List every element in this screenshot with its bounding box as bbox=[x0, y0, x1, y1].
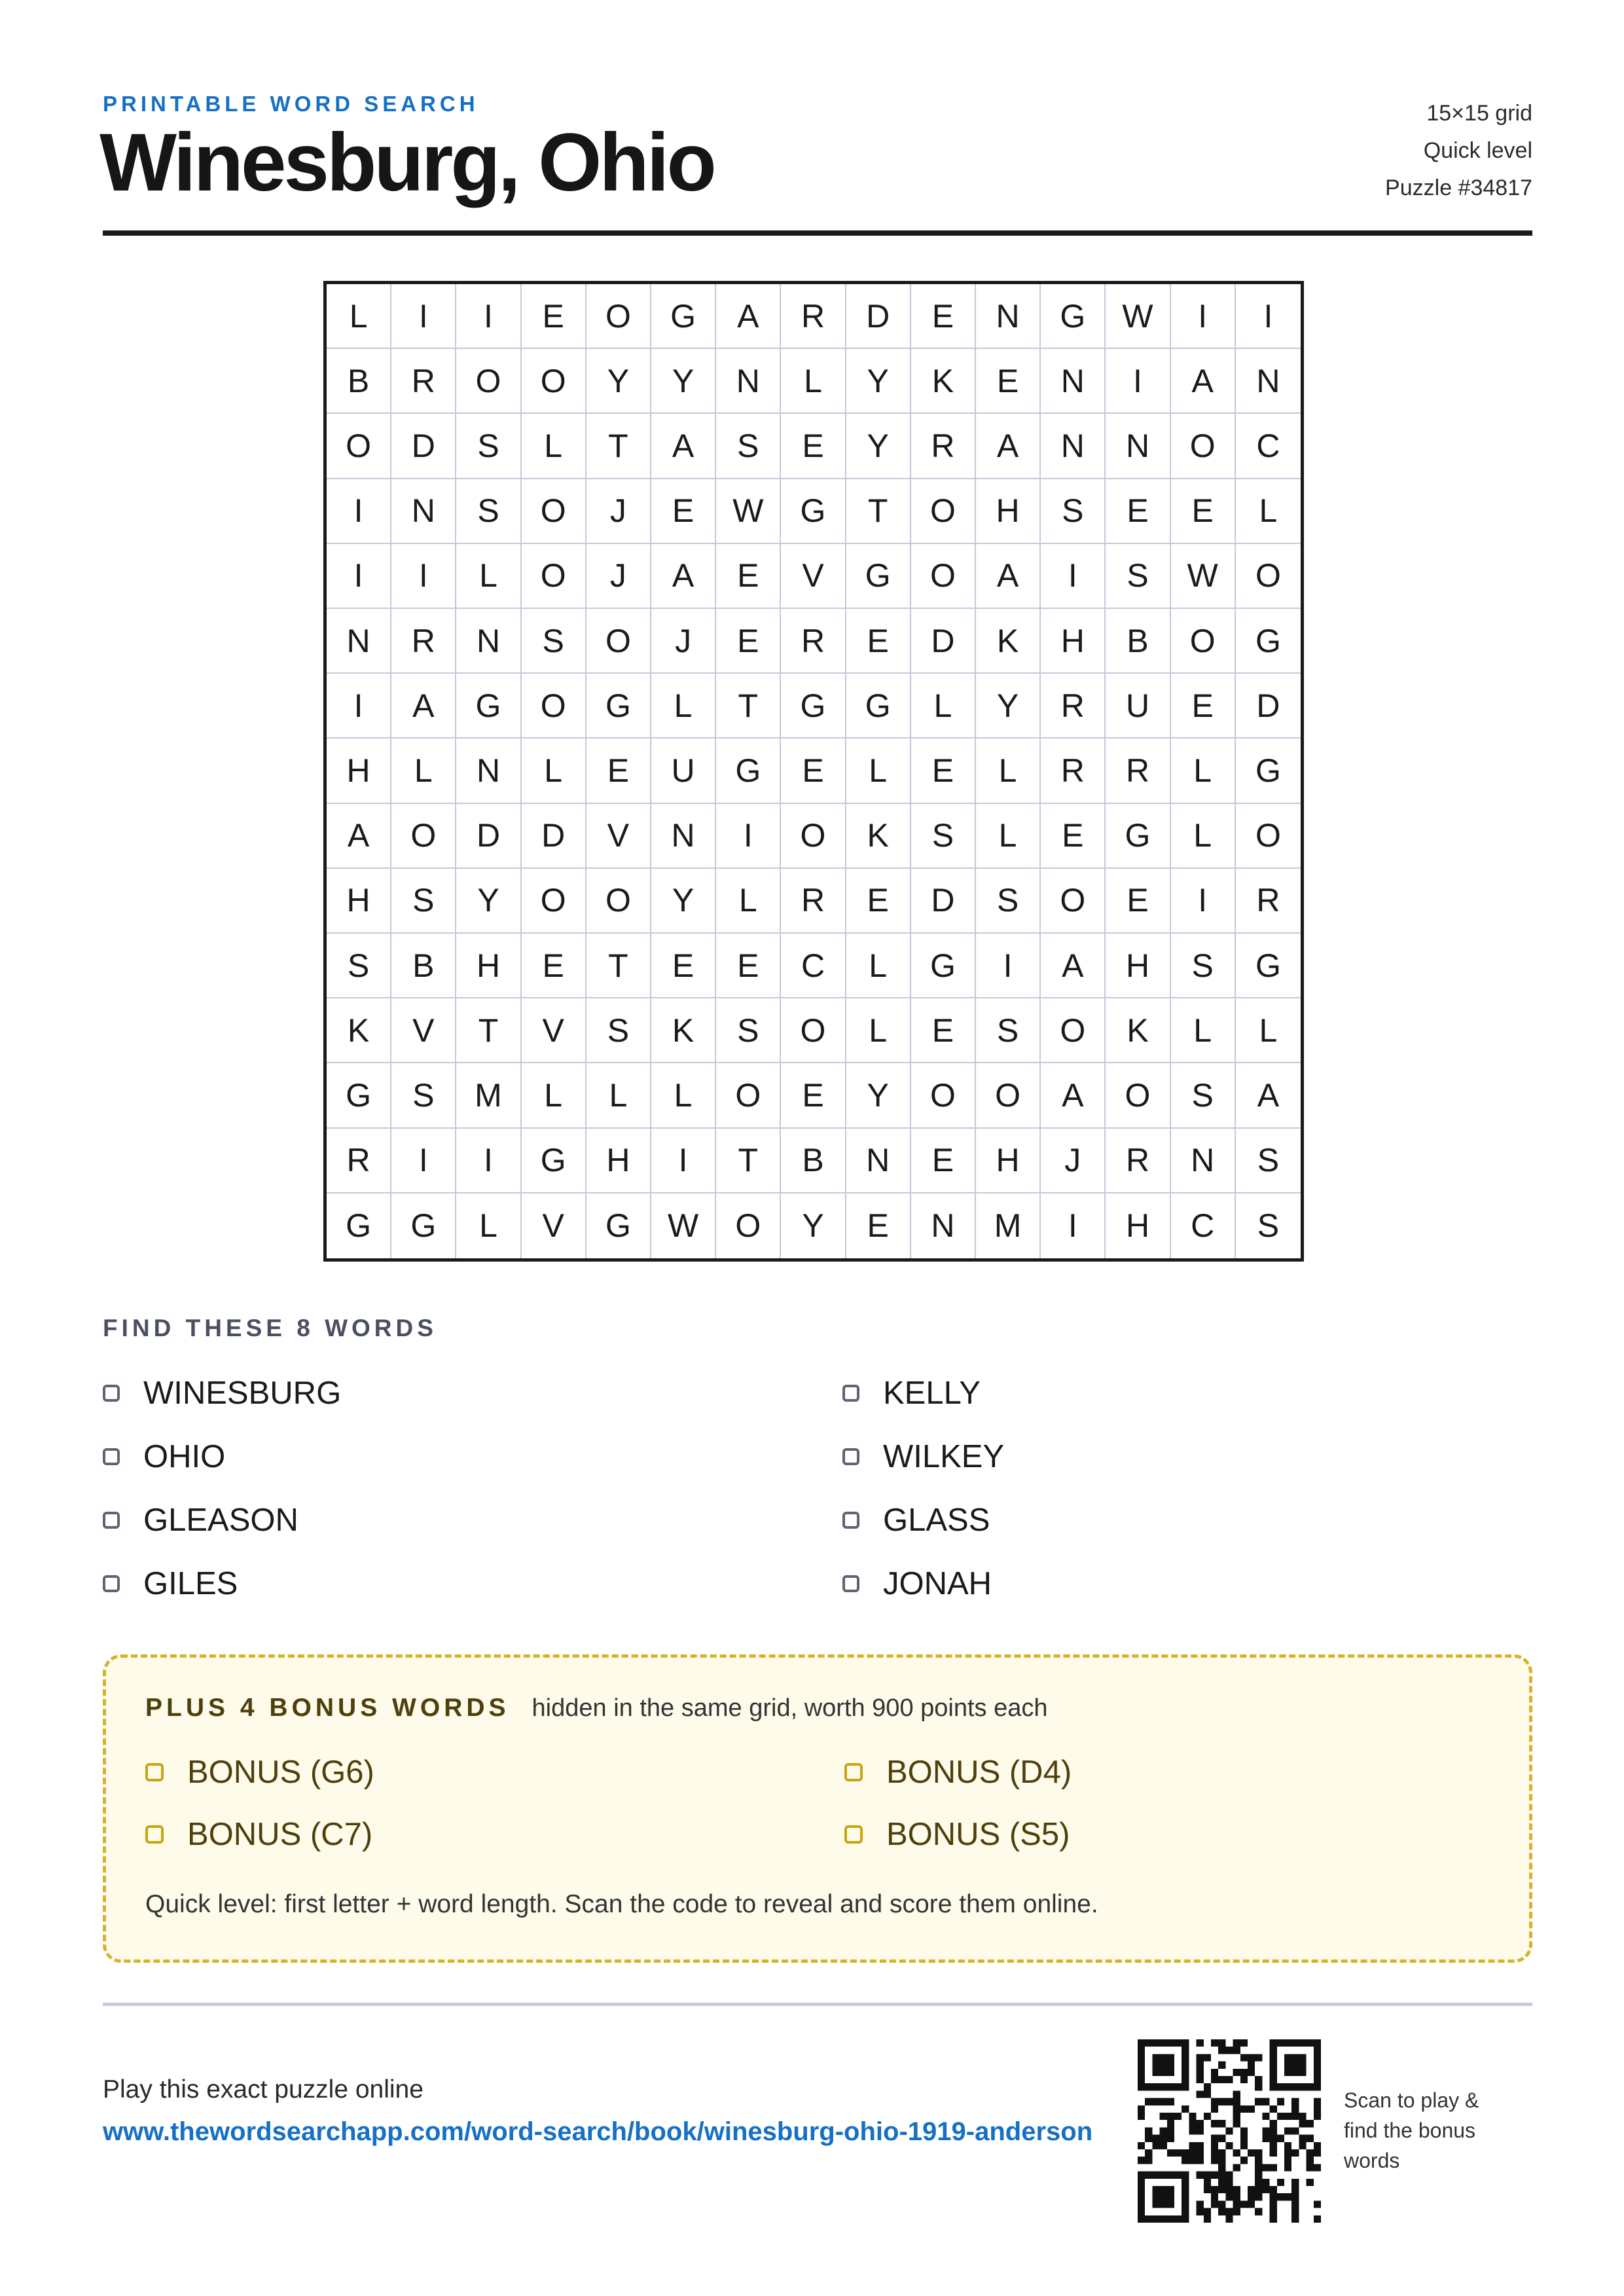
grid-cell[interactable]: G bbox=[1041, 284, 1106, 349]
qr-code[interactable] bbox=[1138, 2039, 1321, 2223]
grid-cell[interactable]: J bbox=[586, 479, 651, 544]
grid-cell[interactable]: S bbox=[391, 1063, 456, 1128]
grid-cell[interactable]: V bbox=[522, 998, 586, 1063]
grid-cell[interactable]: I bbox=[391, 544, 456, 609]
grid-cell[interactable]: I bbox=[391, 1129, 456, 1194]
grid-cell[interactable]: B bbox=[781, 1129, 846, 1194]
grid-cell[interactable]: H bbox=[456, 934, 521, 998]
grid-cell[interactable]: G bbox=[846, 544, 911, 609]
grid-cell[interactable]: G bbox=[456, 674, 521, 738]
play-online-label: Play this exact puzzle online bbox=[103, 2075, 424, 2104]
grid-cell[interactable]: N bbox=[1171, 1129, 1236, 1194]
grid-cell[interactable]: I bbox=[327, 674, 391, 738]
grid-cell[interactable]: W bbox=[651, 1194, 716, 1258]
grid-cell[interactable]: L bbox=[846, 998, 911, 1063]
grid-cell[interactable]: S bbox=[391, 869, 456, 934]
grid-cell[interactable]: M bbox=[976, 1194, 1041, 1258]
grid-cell[interactable]: E bbox=[651, 479, 716, 544]
word-label: GLASS bbox=[883, 1503, 990, 1538]
grid-cell[interactable]: I bbox=[1106, 349, 1170, 414]
puzzle-title: Winesburg, Ohio bbox=[99, 117, 714, 208]
grid-cell[interactable]: E bbox=[651, 934, 716, 998]
grid-cell[interactable]: G bbox=[1236, 609, 1301, 674]
grid-cell[interactable]: N bbox=[911, 1194, 976, 1258]
grid-cell[interactable]: G bbox=[586, 1194, 651, 1258]
grid-cell[interactable]: M bbox=[456, 1063, 521, 1128]
grid-cell[interactable]: L bbox=[976, 738, 1041, 803]
grid-cell[interactable]: V bbox=[391, 998, 456, 1063]
grid-cell[interactable]: I bbox=[1041, 1194, 1106, 1258]
grid-cell[interactable]: K bbox=[1106, 998, 1170, 1063]
grid-cell[interactable]: E bbox=[846, 869, 911, 934]
bonus-label: BONUS (S5) bbox=[886, 1817, 1070, 1852]
grid-cell[interactable]: I bbox=[456, 284, 521, 349]
grid-cell[interactable]: V bbox=[522, 1194, 586, 1258]
grid-cell[interactable]: O bbox=[781, 998, 846, 1063]
bonus-header bbox=[145, 1694, 1048, 1722]
grid-cell[interactable]: W bbox=[1106, 284, 1170, 349]
grid-cell[interactable]: G bbox=[651, 284, 716, 349]
grid-cell[interactable]: A bbox=[651, 414, 716, 479]
grid-cell[interactable]: D bbox=[846, 284, 911, 349]
grid-cell[interactable]: G bbox=[846, 674, 911, 738]
grid-cell[interactable]: R bbox=[781, 869, 846, 934]
grid-cell[interactable]: S bbox=[1236, 1129, 1301, 1194]
grid-cell[interactable]: T bbox=[716, 674, 781, 738]
grid-cell[interactable]: D bbox=[391, 414, 456, 479]
grid-cell[interactable]: D bbox=[911, 869, 976, 934]
bonus-subtitle: hidden in the same grid, worth 900 points each bbox=[532, 1694, 1048, 1722]
grid-cell[interactable]: R bbox=[1106, 738, 1170, 803]
grid-cell[interactable]: L bbox=[327, 284, 391, 349]
grid-cell[interactable]: E bbox=[911, 284, 976, 349]
grid-cell[interactable]: S bbox=[1257, 1207, 1280, 1245]
grid-cell[interactable]: G bbox=[327, 1063, 391, 1128]
grid-cell[interactable]: T bbox=[586, 934, 651, 998]
grid-cell[interactable]: G bbox=[1236, 934, 1301, 998]
grid-cell[interactable]: E bbox=[716, 609, 781, 674]
word-item[interactable] bbox=[842, 1437, 1004, 1476]
grid-cell[interactable]: N bbox=[327, 609, 391, 674]
grid-cell[interactable]: L bbox=[522, 1063, 586, 1128]
grid-cell[interactable]: O bbox=[781, 804, 846, 869]
grid-cell[interactable]: S bbox=[976, 869, 1041, 934]
word-item[interactable] bbox=[842, 1374, 981, 1413]
grid-cell[interactable]: J bbox=[651, 609, 716, 674]
grid-cell[interactable]: I bbox=[1171, 869, 1236, 934]
grid-cell[interactable]: O bbox=[522, 869, 586, 934]
grid-cell[interactable]: A bbox=[327, 804, 391, 869]
grid-cell[interactable]: R bbox=[391, 609, 456, 674]
grid-cell[interactable]: D bbox=[911, 609, 976, 674]
grid-cell[interactable]: T bbox=[716, 1129, 781, 1194]
grid-cell[interactable]: L bbox=[911, 674, 976, 738]
grid-cell[interactable]: A bbox=[1236, 1063, 1301, 1128]
word-label: GLEASON bbox=[143, 1503, 298, 1538]
word-item[interactable] bbox=[103, 1501, 298, 1540]
grid-cell[interactable]: A bbox=[716, 284, 781, 349]
grid-cell[interactable]: Y bbox=[651, 869, 716, 934]
bonus-panel bbox=[103, 1654, 1532, 1963]
grid-cell[interactable]: N bbox=[1236, 349, 1301, 414]
grid-cell[interactable]: N bbox=[976, 284, 1041, 349]
grid-cell[interactable]: K bbox=[911, 349, 976, 414]
grid-cell[interactable]: Y bbox=[846, 349, 911, 414]
grid-cell[interactable]: L bbox=[522, 414, 586, 479]
puzzle-number: Puzzle #34817 bbox=[1385, 175, 1532, 200]
grid-cell[interactable]: S bbox=[456, 479, 521, 544]
grid-cell[interactable]: H bbox=[976, 1129, 1041, 1194]
word-checkbox[interactable] bbox=[103, 1385, 120, 1402]
bonus-checkbox[interactable] bbox=[844, 1825, 863, 1844]
grid-cell[interactable]: H bbox=[1106, 934, 1170, 998]
grid-cell[interactable]: R bbox=[1041, 738, 1106, 803]
grid-cell[interactable]: H bbox=[976, 479, 1041, 544]
grid-cell[interactable]: A bbox=[391, 674, 456, 738]
grid-cell[interactable]: K bbox=[327, 998, 391, 1063]
bonus-checkbox[interactable] bbox=[145, 1763, 164, 1781]
word-label: WILKEY bbox=[883, 1439, 1005, 1474]
grid-cell[interactable]: I bbox=[651, 1129, 716, 1194]
grid-cell[interactable]: D bbox=[1236, 674, 1301, 738]
grid-cell[interactable]: I bbox=[456, 1129, 521, 1194]
grid-cell[interactable]: N bbox=[1041, 414, 1106, 479]
grid-cell[interactable]: E bbox=[522, 284, 586, 349]
word-checkbox[interactable] bbox=[842, 1448, 859, 1465]
grid-cell[interactable]: O bbox=[327, 414, 391, 479]
grid-cell[interactable]: G bbox=[781, 674, 846, 738]
word-item[interactable] bbox=[842, 1501, 990, 1540]
word-checkbox[interactable] bbox=[103, 1512, 120, 1529]
header-divider bbox=[103, 230, 1532, 236]
grid-cell[interactable]: E bbox=[586, 738, 651, 803]
grid-cell[interactable]: G bbox=[1106, 804, 1170, 869]
word-list-title: FIND THESE 8 WORDS bbox=[103, 1315, 437, 1341]
grid-cell[interactable]: O bbox=[1171, 609, 1236, 674]
grid-cell[interactable]: L bbox=[1171, 738, 1236, 803]
word-label: OHIO bbox=[143, 1439, 226, 1474]
grid-cell[interactable]: L bbox=[846, 738, 911, 803]
grid-cell[interactable]: O bbox=[911, 544, 976, 609]
grid-cell[interactable]: S bbox=[1106, 544, 1170, 609]
letter-grid[interactable] bbox=[323, 281, 1304, 1262]
grid-cell[interactable]: Y bbox=[456, 869, 521, 934]
grid-cell[interactable]: E bbox=[846, 1194, 911, 1258]
grid-cell[interactable]: W bbox=[716, 479, 781, 544]
grid-cell[interactable]: R bbox=[327, 1129, 391, 1194]
grid-cell[interactable]: U bbox=[1106, 674, 1170, 738]
grid-cell[interactable]: C bbox=[1171, 1194, 1236, 1258]
grid-cell[interactable]: Y bbox=[976, 674, 1041, 738]
grid-cell[interactable]: R bbox=[781, 284, 846, 349]
grid-cell[interactable]: E bbox=[911, 1129, 976, 1194]
grid-cell[interactable]: O bbox=[586, 284, 651, 349]
grid-cell[interactable]: E bbox=[716, 544, 781, 609]
grid-cell[interactable]: I bbox=[716, 804, 781, 869]
grid-cell[interactable]: O bbox=[522, 349, 586, 414]
grid-cell[interactable]: G bbox=[911, 934, 976, 998]
word-checkbox[interactable] bbox=[842, 1575, 859, 1592]
grid-cell[interactable]: A bbox=[651, 544, 716, 609]
grid-cell[interactable]: O bbox=[456, 349, 521, 414]
grid-cell[interactable]: L bbox=[651, 1063, 716, 1128]
grid-cell[interactable]: E bbox=[716, 934, 781, 998]
word-item[interactable] bbox=[842, 1564, 992, 1603]
grid-cell[interactable]: A bbox=[976, 414, 1041, 479]
grid-cell[interactable]: G bbox=[327, 1194, 391, 1258]
bonus-item[interactable] bbox=[145, 1815, 372, 1854]
grid-cell[interactable]: N bbox=[846, 1129, 911, 1194]
word-label: GILES bbox=[143, 1566, 238, 1601]
grid-cell[interactable]: E bbox=[911, 738, 976, 803]
grid-cell[interactable]: K bbox=[846, 804, 911, 869]
grid-cell[interactable]: E bbox=[781, 414, 846, 479]
grid-cell[interactable]: I bbox=[1171, 284, 1236, 349]
grid-cell[interactable]: N bbox=[1041, 349, 1106, 414]
puzzle-link[interactable]: www.thewordsearchapp.com/word-search/book/winesburg-ohio-1919-anderson bbox=[103, 2117, 1093, 2146]
grid-cell[interactable]: S bbox=[327, 934, 391, 998]
word-checkbox[interactable] bbox=[842, 1385, 859, 1402]
grid-cell[interactable]: H bbox=[327, 869, 391, 934]
grid-cell[interactable]: O bbox=[522, 544, 586, 609]
grid-cell[interactable]: E bbox=[781, 738, 846, 803]
grid-cell[interactable]: S bbox=[1171, 1063, 1236, 1128]
word-item[interactable] bbox=[103, 1437, 225, 1476]
grid-cell[interactable]: L bbox=[781, 349, 846, 414]
grid-cell[interactable]: O bbox=[716, 1194, 781, 1258]
grid-cell[interactable]: S bbox=[586, 998, 651, 1063]
grid-cell[interactable]: V bbox=[586, 804, 651, 869]
grid-cell[interactable]: H bbox=[1106, 1194, 1170, 1258]
grid-cell[interactable]: I bbox=[1236, 284, 1301, 349]
grid-cell[interactable]: Y bbox=[781, 1194, 846, 1258]
grid-cell[interactable]: S bbox=[911, 804, 976, 869]
grid-cell[interactable]: E bbox=[781, 1063, 846, 1128]
grid-cell[interactable]: O bbox=[1041, 998, 1106, 1063]
grid-cell[interactable]: O bbox=[522, 674, 586, 738]
grid-cell[interactable]: L bbox=[1171, 998, 1236, 1063]
grid-cell[interactable]: E bbox=[911, 998, 976, 1063]
grid-cell[interactable]: A bbox=[1171, 349, 1236, 414]
grid-cell[interactable]: B bbox=[391, 934, 456, 998]
grid-cell[interactable]: O bbox=[522, 479, 586, 544]
grid-cell[interactable]: T bbox=[456, 998, 521, 1063]
bonus-label: BONUS (C7) bbox=[187, 1817, 373, 1852]
grid-cell[interactable]: O bbox=[976, 1063, 1041, 1128]
bonus-note: Quick level: first letter + word length. Scan the code to reveal and score them online. bbox=[145, 1890, 1098, 1918]
grid-cell[interactable]: E bbox=[1171, 479, 1236, 544]
grid-cell[interactable]: R bbox=[1041, 674, 1106, 738]
grid-cell[interactable]: O bbox=[1041, 869, 1106, 934]
grid-cell[interactable]: I bbox=[327, 479, 391, 544]
difficulty-level: Quick level bbox=[1423, 138, 1532, 163]
word-list bbox=[0, 1374, 1624, 1635]
word-label: KELLY bbox=[883, 1376, 981, 1411]
grid-cell[interactable]: R bbox=[1106, 1129, 1170, 1194]
grid-cell[interactable]: Y bbox=[651, 349, 716, 414]
grid-cell[interactable]: A bbox=[976, 544, 1041, 609]
grid-cell[interactable]: N bbox=[716, 349, 781, 414]
grid-cell[interactable]: K bbox=[976, 609, 1041, 674]
bonus-label: BONUS (G6) bbox=[187, 1755, 374, 1790]
grid-cell[interactable]: D bbox=[522, 804, 586, 869]
grid-cell[interactable]: L bbox=[976, 804, 1041, 869]
grid-cell[interactable]: N bbox=[391, 479, 456, 544]
grid-cell[interactable]: E bbox=[1106, 869, 1170, 934]
grid-cell[interactable]: G bbox=[522, 1129, 586, 1194]
grid-cell[interactable]: G bbox=[781, 479, 846, 544]
grid-cell[interactable]: R bbox=[781, 609, 846, 674]
grid-cell[interactable]: L bbox=[716, 869, 781, 934]
grid-cell[interactable]: S bbox=[1171, 934, 1236, 998]
grid-cell[interactable]: L bbox=[651, 674, 716, 738]
grid-cell[interactable]: O bbox=[586, 869, 651, 934]
grid-cell[interactable]: L bbox=[1171, 804, 1236, 869]
grid-cell[interactable]: L bbox=[1236, 998, 1301, 1063]
grid-cell[interactable]: H bbox=[327, 738, 391, 803]
grid-cell[interactable]: C bbox=[1236, 414, 1301, 479]
word-checkbox[interactable] bbox=[103, 1448, 120, 1465]
grid-cell[interactable]: C bbox=[781, 934, 846, 998]
grid-cell[interactable]: J bbox=[586, 544, 651, 609]
grid-cell[interactable]: L bbox=[391, 738, 456, 803]
grid-cell[interactable]: R bbox=[911, 414, 976, 479]
grid-cell[interactable]: B bbox=[1106, 609, 1170, 674]
bonus-label: BONUS (D4) bbox=[886, 1755, 1072, 1790]
grid-cell[interactable]: R bbox=[1236, 869, 1301, 934]
grid-cell[interactable]: I bbox=[327, 544, 391, 609]
grid-cell[interactable]: N bbox=[651, 804, 716, 869]
grid-cell[interactable]: L bbox=[456, 544, 521, 609]
word-item[interactable] bbox=[103, 1374, 341, 1413]
grid-cell[interactable]: O bbox=[1236, 804, 1301, 869]
word-label: WINESBURG bbox=[143, 1376, 342, 1411]
grid-cell[interactable]: L bbox=[522, 738, 586, 803]
puzzle-meta bbox=[1385, 95, 1532, 207]
grid-cell[interactable]: E bbox=[1171, 674, 1236, 738]
grid-cell[interactable]: Y bbox=[586, 349, 651, 414]
grid-cell[interactable]: E bbox=[522, 934, 586, 998]
grid-cell[interactable]: H bbox=[586, 1129, 651, 1194]
grid-cell[interactable]: G bbox=[1236, 738, 1301, 803]
grid-cell[interactable]: J bbox=[1041, 1129, 1106, 1194]
grid-cell[interactable]: H bbox=[1041, 609, 1106, 674]
grid-cell[interactable]: U bbox=[651, 738, 716, 803]
grid-cell[interactable]: O bbox=[391, 804, 456, 869]
grid-cell[interactable]: S bbox=[716, 998, 781, 1063]
eyebrow-label: PRINTABLE WORD SEARCH bbox=[103, 92, 479, 116]
word-label: JONAH bbox=[883, 1566, 992, 1601]
scan-instructions: Scan to play & find the bonus words bbox=[1344, 2088, 1479, 2172]
grid-cell[interactable]: L bbox=[1236, 479, 1301, 544]
grid-cell[interactable]: A bbox=[1041, 934, 1106, 998]
grid-size: 15×15 grid bbox=[1426, 101, 1532, 126]
word-checkbox[interactable] bbox=[842, 1512, 859, 1529]
grid-cell[interactable]: N bbox=[1106, 414, 1170, 479]
grid-cell[interactable]: T bbox=[846, 479, 911, 544]
grid-cell[interactable]: O bbox=[586, 609, 651, 674]
bonus-item[interactable] bbox=[145, 1753, 374, 1792]
grid-cell[interactable]: I bbox=[391, 284, 456, 349]
grid-cell[interactable]: B bbox=[327, 349, 391, 414]
grid-cell[interactable]: G bbox=[586, 674, 651, 738]
word-checkbox[interactable] bbox=[103, 1575, 120, 1592]
grid-cell[interactable]: E bbox=[846, 609, 911, 674]
bonus-checkbox[interactable] bbox=[844, 1763, 863, 1781]
grid-cell[interactable]: E bbox=[976, 349, 1041, 414]
bonus-checkbox[interactable] bbox=[145, 1825, 164, 1844]
word-item[interactable] bbox=[103, 1564, 238, 1603]
grid-cell[interactable]: S bbox=[976, 998, 1041, 1063]
grid-cell[interactable]: Y bbox=[846, 414, 911, 479]
grid-cell[interactable]: T bbox=[586, 414, 651, 479]
grid-cell[interactable]: O bbox=[1106, 1063, 1170, 1128]
grid-cell[interactable]: W bbox=[1171, 544, 1236, 609]
footer-divider bbox=[103, 2003, 1532, 2006]
grid-cell[interactable]: E bbox=[1041, 804, 1106, 869]
grid-cell[interactable]: L bbox=[846, 934, 911, 998]
bonus-item[interactable] bbox=[844, 1815, 1070, 1854]
grid-cell[interactable]: R bbox=[391, 349, 456, 414]
grid-cell[interactable]: G bbox=[391, 1194, 456, 1258]
grid-cell[interactable]: O bbox=[911, 1063, 976, 1128]
grid-cell[interactable]: I bbox=[1041, 544, 1106, 609]
grid-cell[interactable]: O bbox=[911, 479, 976, 544]
grid-cell[interactable]: G bbox=[716, 738, 781, 803]
grid-cell[interactable]: N bbox=[456, 609, 521, 674]
grid-cell[interactable]: K bbox=[651, 998, 716, 1063]
grid-cell[interactable]: E bbox=[1106, 479, 1170, 544]
grid-cell[interactable]: O bbox=[1171, 414, 1236, 479]
grid-cell[interactable]: Y bbox=[846, 1063, 911, 1128]
grid-cell[interactable]: O bbox=[1236, 544, 1301, 609]
grid-cell[interactable]: D bbox=[456, 804, 521, 869]
grid-cell[interactable]: O bbox=[716, 1063, 781, 1128]
grid-cell[interactable]: V bbox=[781, 544, 846, 609]
grid-cell[interactable]: A bbox=[1041, 1063, 1106, 1128]
grid-cell[interactable]: L bbox=[456, 1194, 521, 1258]
grid-cell[interactable]: N bbox=[456, 738, 521, 803]
bonus-title: PLUS 4 BONUS WORDS bbox=[145, 1694, 510, 1722]
grid-cell[interactable]: I bbox=[976, 934, 1041, 998]
grid-cell[interactable]: S bbox=[1041, 479, 1106, 544]
bonus-item[interactable] bbox=[844, 1753, 1072, 1792]
grid-cell[interactable]: S bbox=[456, 414, 521, 479]
grid-cell[interactable]: L bbox=[586, 1063, 651, 1128]
grid-cell[interactable]: S bbox=[522, 609, 586, 674]
grid-cell[interactable]: S bbox=[716, 414, 781, 479]
